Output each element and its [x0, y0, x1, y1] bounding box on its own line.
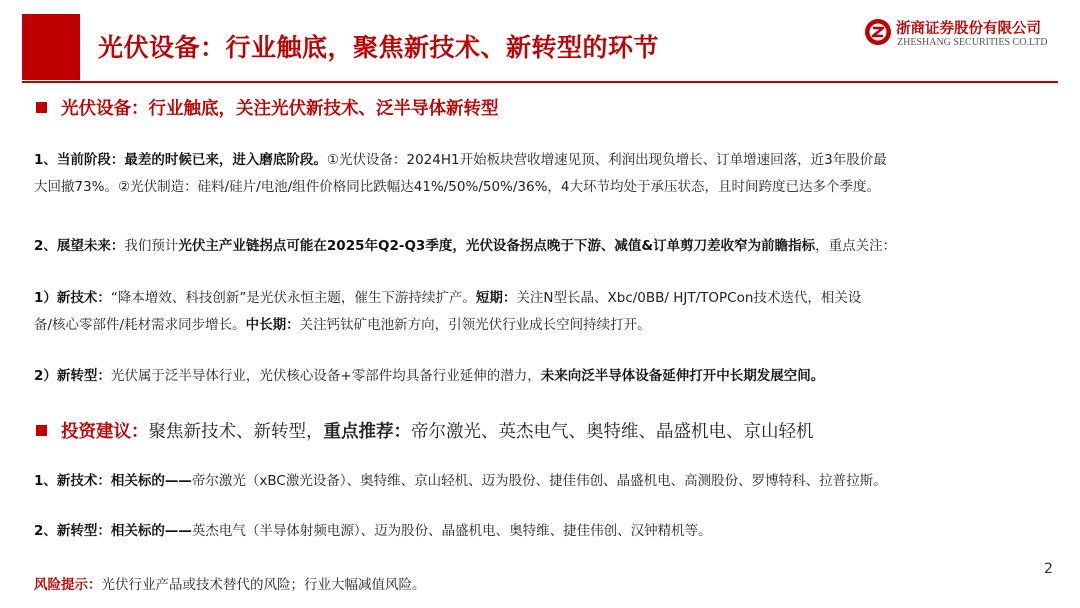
body-text: “降本增效、科技创新”是光伏永恒主题，催生下游持续扩产。: [110, 290, 476, 306]
body-text: ①光伏设备：2024H1开始板块营收增速见顶、利润出现负增长、订单增速回落，近3年股价最: [326, 152, 887, 168]
risk-label: 风险提示：: [34, 577, 102, 593]
logo-chinese-name: 浙商证券股份有限公司: [896, 21, 1041, 37]
paragraph-new-technology: [34, 285, 1034, 339]
paragraph-recommend-transformation: [34, 518, 1034, 545]
body-text: 备/核心零部件/耗材需求同步增长。: [34, 317, 246, 333]
body-text: 帝尔激光（xBC激光设备）、奥特维、京山轻机、迈为股份、捷佳伟创、晶盛机电、高测股份、罗博特科、拉普拉斯。: [191, 473, 887, 489]
section-heading-text: 投资建议：: [61, 422, 149, 442]
risk-text: 光伏行业产品或技术替代的风险；行业大幅减值风险。: [101, 577, 426, 593]
title-divider: [22, 81, 1058, 83]
body-text: ，重点关注：: [815, 238, 897, 254]
bold-text: 重点推荐：: [323, 422, 411, 442]
title-accent-block: [22, 14, 80, 80]
page-title: 光伏设备：行业触底，聚焦新技术、新转型的环节: [98, 33, 660, 62]
square-bullet-icon: [36, 102, 47, 113]
company-logo: [864, 16, 1060, 52]
bold-text: 短期：: [475, 290, 517, 306]
body-text: 聚焦新技术、新转型，: [148, 422, 324, 442]
bold-lead: 2、展望未来：: [34, 238, 125, 254]
paragraph-line: [34, 285, 1034, 312]
body-text: 我们预计: [124, 238, 179, 254]
section-heading-text: 光伏设备：行业触底，关注光伏新技术、泛半导体新转型: [61, 99, 499, 119]
logo-english-name: ZHESHANG SECURITIES CO.LTD: [897, 37, 1048, 48]
bold-lead: 1）新技术：: [34, 290, 111, 306]
paragraph-current-stage: [34, 147, 1034, 201]
body-text: 光伏属于泛半导体行业，光伏核心设备+零部件均具备行业延伸的潜力，: [110, 368, 541, 384]
paragraph-line: [34, 147, 1034, 174]
body-text: 帝尔激光、英杰电气、奥特维、晶盛机电、京山轻机: [411, 422, 814, 442]
paragraph-line: [34, 312, 1034, 339]
bold-text: 未来向泛半导体设备延伸打开中长期发展空间。: [540, 368, 825, 384]
paragraph-line: 大回撤73%。②光伏制造：硅料/硅片/电池/组件价格同比跌幅达41%/50%/50%/36%，4大环节均处于承压状态，且时间跨度已达多个季度。: [34, 179, 881, 195]
page-number: 2: [1044, 561, 1053, 577]
paragraph-new-transformation: [34, 363, 1034, 390]
body-text: 英杰电气（半导体射频电源）、迈为股份、晶盛机电、奥特维、捷佳伟创、汉钟精机等。: [191, 523, 712, 539]
square-bullet-icon: [36, 425, 47, 436]
bold-text: 光伏主产业链拐点可能在2025年Q2-Q3季度，光伏设备拐点晚于下游、减值&订单剪刀差收窄为前瞻指标: [178, 238, 816, 254]
bold-lead: 1、当前阶段：最差的时候已来，进入磨底阶段。: [34, 152, 327, 168]
body-text: 关注N型长晶、Xbc/0BB/ HJT/TOPCon技术迭代，相关设: [516, 290, 862, 306]
bold-lead: 2）新转型：: [34, 368, 111, 384]
paragraph-recommend-technology: [34, 468, 1034, 495]
section-heading-1: [36, 95, 499, 120]
risk-warning: [34, 573, 426, 593]
body-text: 关注钙钛矿电池新方向，引领光伏行业成长空间持续打开。: [299, 317, 651, 333]
bold-lead: 2、新转型：相关标的——: [34, 523, 192, 539]
paragraph-outlook: [34, 233, 1034, 260]
bold-lead: 1、新技术：相关标的——: [34, 473, 192, 489]
bold-text: 中长期：: [245, 317, 300, 333]
section-heading-2: [36, 418, 814, 443]
zheshang-logo-icon: [864, 18, 892, 46]
